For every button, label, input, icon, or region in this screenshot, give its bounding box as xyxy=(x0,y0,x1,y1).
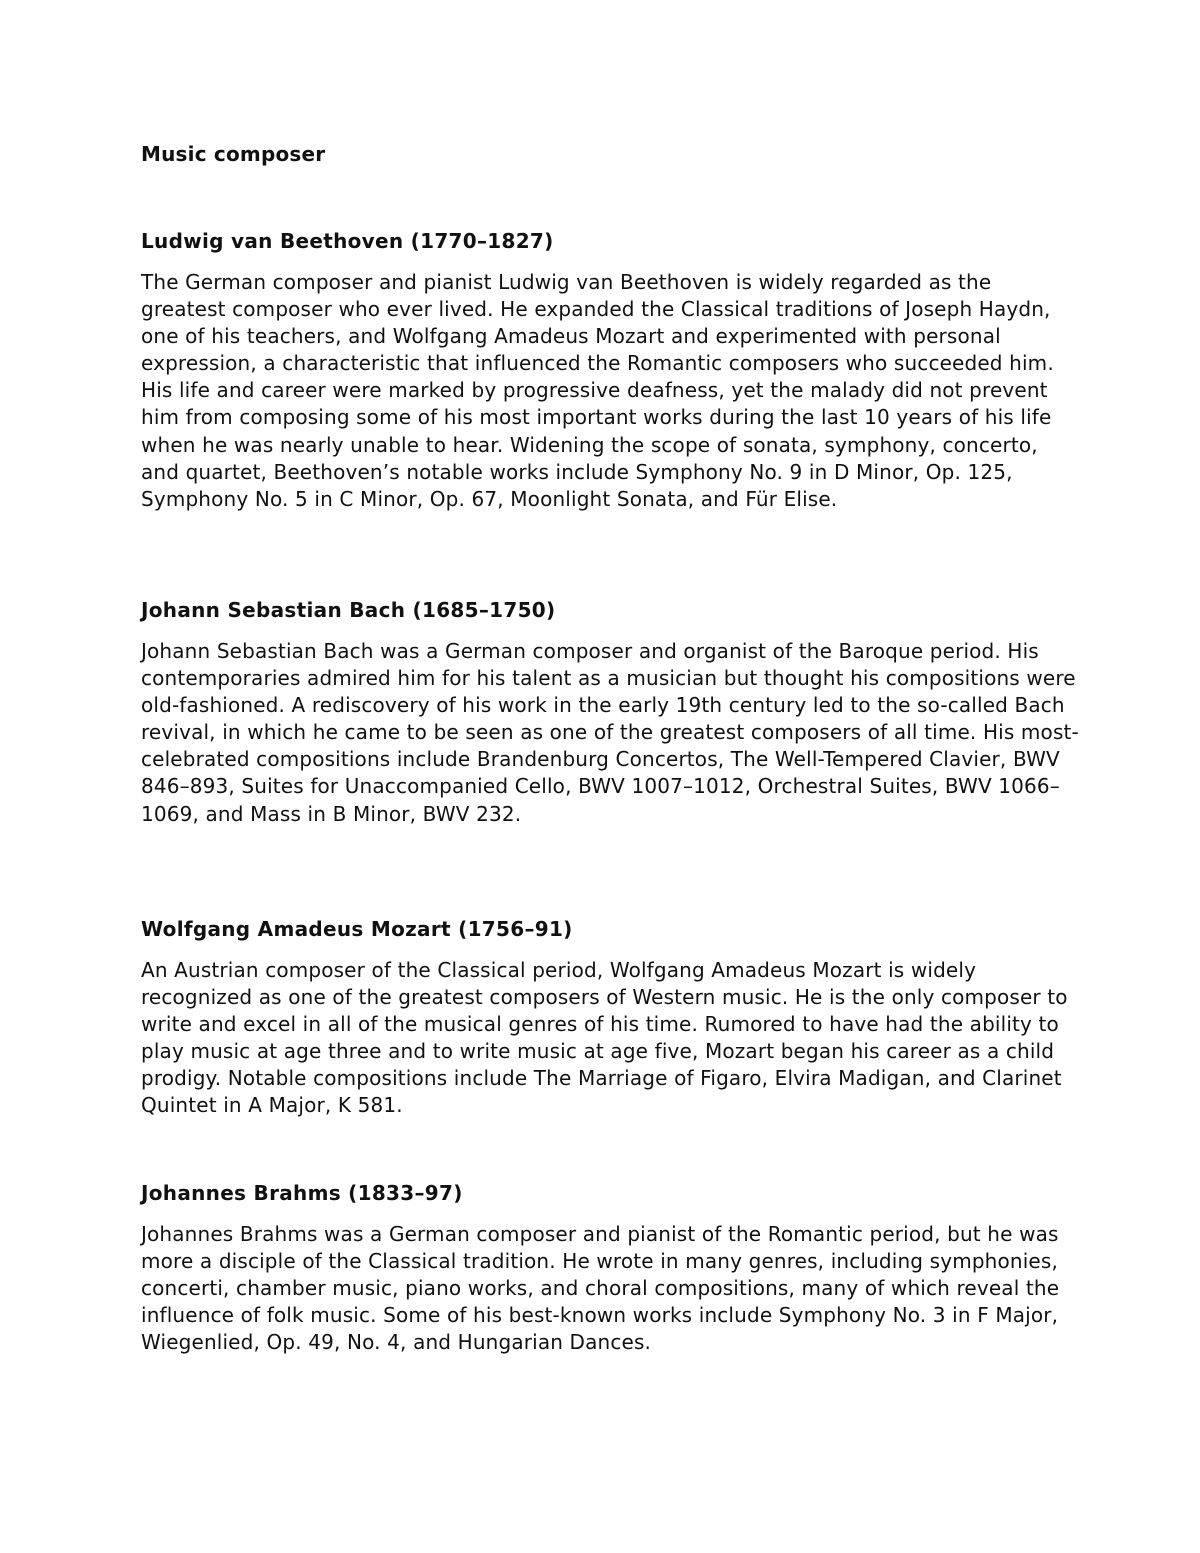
section-body: Johannes Brahms was a German composer and pianist of the Romantic period, but he was more a disciple of the Classical tradition. He wrote in many genres, including symphonies, concerti, chamber music, piano works, and choral compositions, many of which reveal the influence of folk music. Some of his best-known works include Symphony No. 3 in F Major, Wiegenlied, Op. 49, No. 4, and Hungarian Dances. xyxy=(141,1222,1060,1355)
section-brahms xyxy=(141,1180,1081,1356)
section-body: Johann Sebastian Bach was a German composer and organist of the Baroque period. His contemporaries admired him for his talent as a musician but thought his compositions were old-fashioned. A rediscovery of his work in the early 19th century led to the so-called Bach revival, in which he came to be seen as one of the greatest composers of all time. His most-celebrated compositions include Brandenburg Concertos, The Well-Tempered Clavier, BWV 846–893, Suites for Unaccompanied Cello, BWV 1007–1012, Orchestral Suites, BWV 1066–1069, and Mass in B Minor, BWV 232. xyxy=(141,639,1079,826)
section-body: An Austrian composer of the Classical period, Wolfgang Amadeus Mozart is widely recognized as one of the greatest composers of Western music. He is the only composer to write and excel in all of the musical genres of his time. Rumored to have had the ability to play music at age three and to write music at age five, Mozart began his career as a child prodigy. Notable compositions include The Marriage of Figaro, Elvira Madigan, and Clarinet Quintet in A Major, K 581. xyxy=(141,958,1068,1118)
section-heading: Ludwig van Beethoven (1770–1827) xyxy=(141,229,554,253)
section-beethoven xyxy=(141,228,1081,513)
document-title: Music composer xyxy=(141,142,326,166)
section-heading: Johannes Brahms (1833–97) xyxy=(141,1181,463,1205)
section-body: The German composer and pianist Ludwig van Beethoven is widely regarded as the greatest composer who ever lived. He expanded the Classical traditions of Joseph Haydn, one of his teachers, and Wolfgang Amadeus Mozart and experimented with personal expression, a characteristic that influenced the Romantic composers who succeeded him. His life and career were marked by progressive deafness, yet the malady did not prevent him from composing some of his most important works during the last 10 years of his life when he was nearly unable to hear. Widening the scope of sonata, symphony, concerto, and quartet, Beethoven’s notable works include Symphony No. 9 in D Minor, Op. 125, Symphony No. 5 in C Minor, Op. 67, Moonlight Sonata, and Für Elise. xyxy=(141,270,1054,511)
section-heading: Wolfgang Amadeus Mozart (1756–91) xyxy=(141,917,573,941)
section-bach xyxy=(141,597,1081,828)
section-mozart xyxy=(141,916,1081,1120)
section-heading: Johann Sebastian Bach (1685–1750) xyxy=(141,598,556,622)
